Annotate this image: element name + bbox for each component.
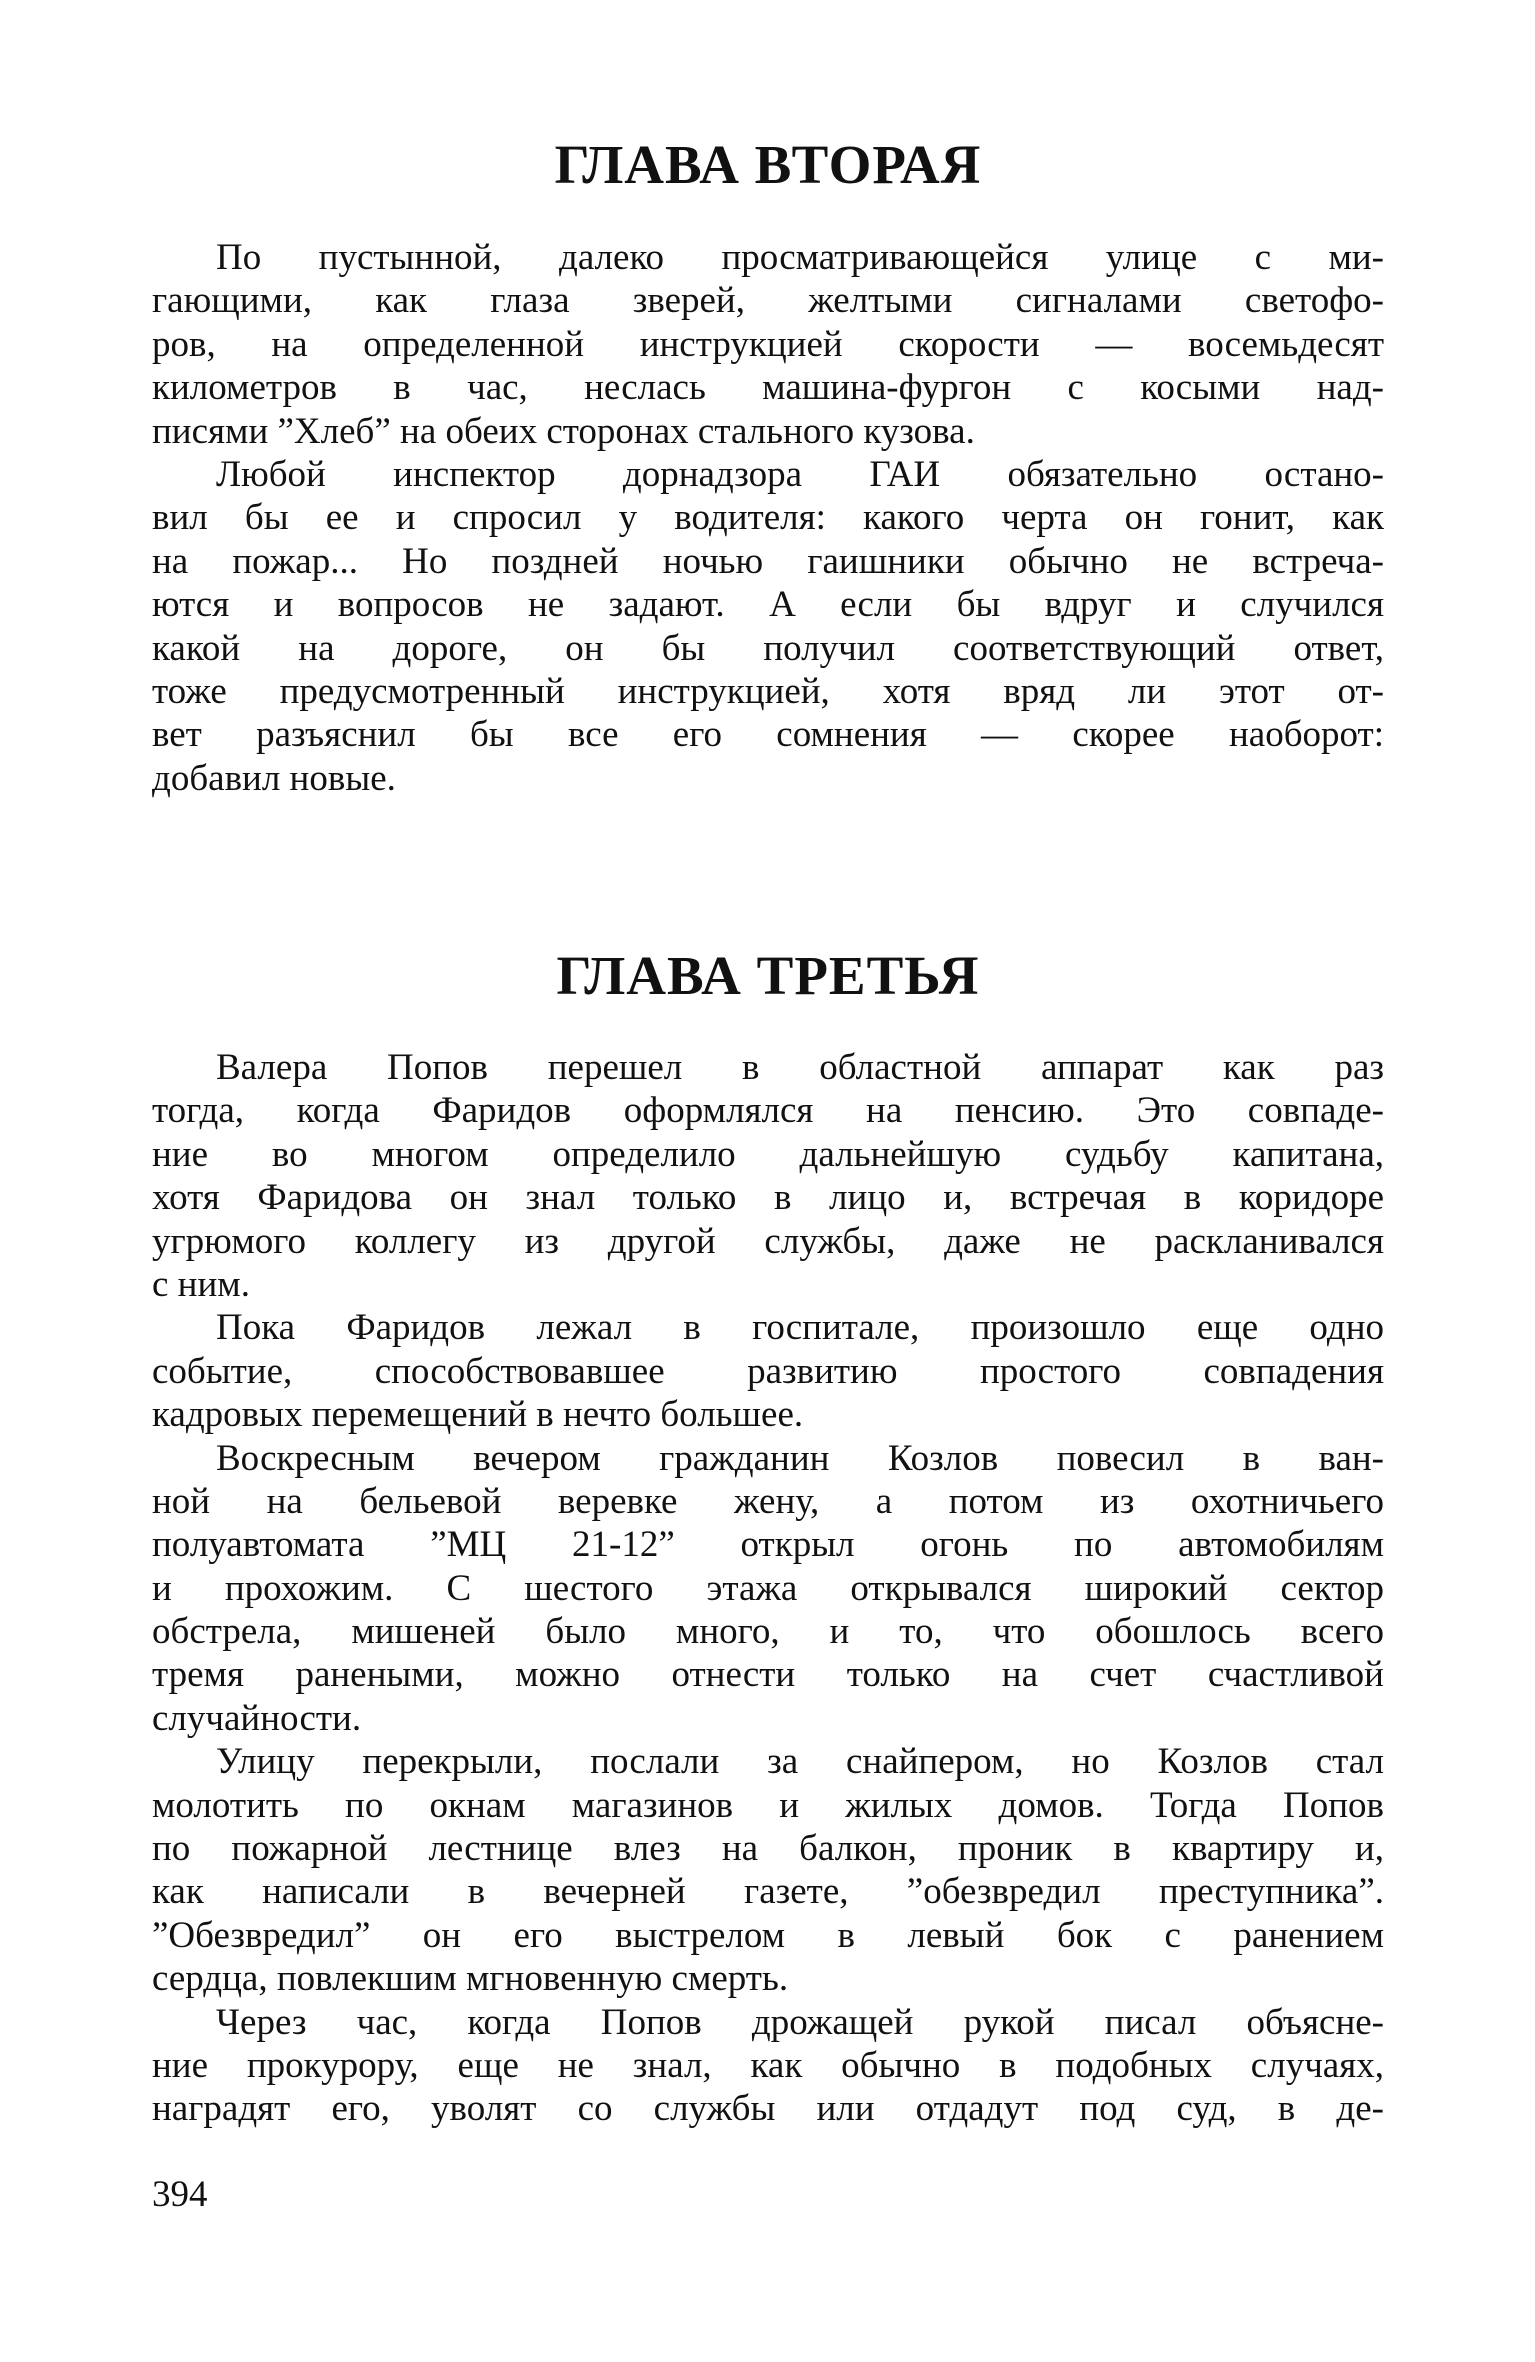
- page-number: 394: [152, 2174, 208, 2215]
- chapter-two-title: ГЛАВА ВТОРАЯ: [554, 134, 982, 195]
- text-line: случайности.: [152, 1697, 362, 1739]
- text-line: молотить по окнам магазинов и жилых домов. Тогда Попов: [152, 1784, 1384, 1826]
- text-line: сердца, повлекшим мгновенную смерть.: [152, 1958, 789, 2000]
- text-line: тоже предусмотренный инструкцией, хотя вряд ли этот от-: [152, 670, 1384, 712]
- text-line: по пожарной лестнице влез на балкон, проник в квартиру и,: [152, 1828, 1384, 1870]
- text-line: Валера Попов перешел в областной аппарат как раз: [216, 1047, 1384, 1088]
- paragraph: [152, 1437, 1384, 1741]
- text-line: Воскресным вечером гражданин Козлов повесил в ван-: [216, 1437, 1384, 1479]
- text-line: Любой инспектор дорнадзора ГАИ обязательно остано-: [216, 453, 1384, 495]
- text-line: ”Обезвредил” он его выстрелом в левый бок с ранением: [152, 1914, 1384, 1956]
- text-line: добавил новые.: [152, 757, 396, 799]
- text-line: тремя ранеными, можно отнести только на счет счастливой: [152, 1654, 1384, 1696]
- text-line: на пожар... Но поздней ночью гаишники обычно не встреча-: [152, 540, 1384, 582]
- paragraph: [152, 1046, 1384, 1306]
- chapter-three-text: [152, 1046, 1384, 2131]
- text-line: и прохожим. С шестого этажа открывался широкий сектор: [152, 1567, 1384, 1609]
- text-line: Через час, когда Попов дрожащей рукой писал объясне-: [216, 2001, 1384, 2043]
- text-line: писями ”Хлеб” на обеих сторонах стального кузова.: [152, 410, 975, 452]
- text-line: кадровых перемещений в нечто большее.: [152, 1394, 804, 1436]
- text-line: угрюмого коллегу из другой службы, даже не раскланивался: [152, 1220, 1384, 1262]
- text-line: с ним.: [152, 1263, 250, 1305]
- text-line: ются и вопросов не задают. А если бы вдруг и случился: [152, 584, 1384, 626]
- paragraph: [152, 1740, 1384, 2000]
- text-line: гающими, как глаза зверей, желтыми сигналами светофо-: [152, 280, 1384, 322]
- text-line: Улицу перекрыли, послали за снайпером, но Козлов стал: [216, 1741, 1384, 1783]
- text-line: километров в час, неслась машина-фургон с косыми над-: [152, 367, 1384, 409]
- text-line: Пока Фаридов лежал в госпитале, произошло еще одно: [216, 1307, 1384, 1349]
- text-line: событие, способствовавшее развитию простого совпадения: [152, 1350, 1384, 1392]
- text-line: ние во многом определило дальнейшую судьбу капитана,: [152, 1133, 1384, 1175]
- paragraph: [152, 236, 1384, 453]
- text-line: полуавтомата ”МЦ 21-12” открыл огонь по автомобилям: [152, 1524, 1384, 1566]
- text-line: вет разъяснил бы все его сомнения — скорее наоборот:: [152, 714, 1384, 756]
- text-line: ной на бельевой веревке жену, а потом из охотничьего: [152, 1480, 1384, 1522]
- chapter-two-text: [152, 236, 1384, 800]
- text-line: наградят его, уволят со службы или отдадут под суд, в де-: [152, 2088, 1384, 2130]
- text-line: По пустынной, далеко просматривающейся улице с ми-: [216, 237, 1384, 278]
- paragraph: [152, 1306, 1384, 1436]
- paragraph: [152, 453, 1384, 800]
- text-line: ров, на определенной инструкцией скорости — восемьдесят: [152, 323, 1384, 365]
- text-line: ние прокурору, еще не знал, как обычно в подобных случаях,: [152, 2044, 1384, 2086]
- text-line: хотя Фаридова он знал только в лицо и, встречая в коридоре: [152, 1177, 1384, 1219]
- text-line: как написали в вечерней газете, ”обезвредил преступника”.: [152, 1871, 1384, 1913]
- paragraph: [152, 2001, 1384, 2131]
- text-line: обстрела, мишеней было много, и то, что обошлось всего: [152, 1611, 1384, 1653]
- text-line: вил бы ее и спросил у водителя: какого черта он гонит, как: [152, 497, 1384, 539]
- text-line: какой на дороге, он бы получил соответствующий ответ,: [152, 627, 1384, 669]
- chapter-three-title: ГЛАВА ТРЕТЬЯ: [556, 945, 980, 1006]
- text-line: тогда, когда Фаридов оформлялся на пенсию. Это совпаде-: [152, 1090, 1384, 1132]
- book-page: [152, 0, 1384, 2362]
